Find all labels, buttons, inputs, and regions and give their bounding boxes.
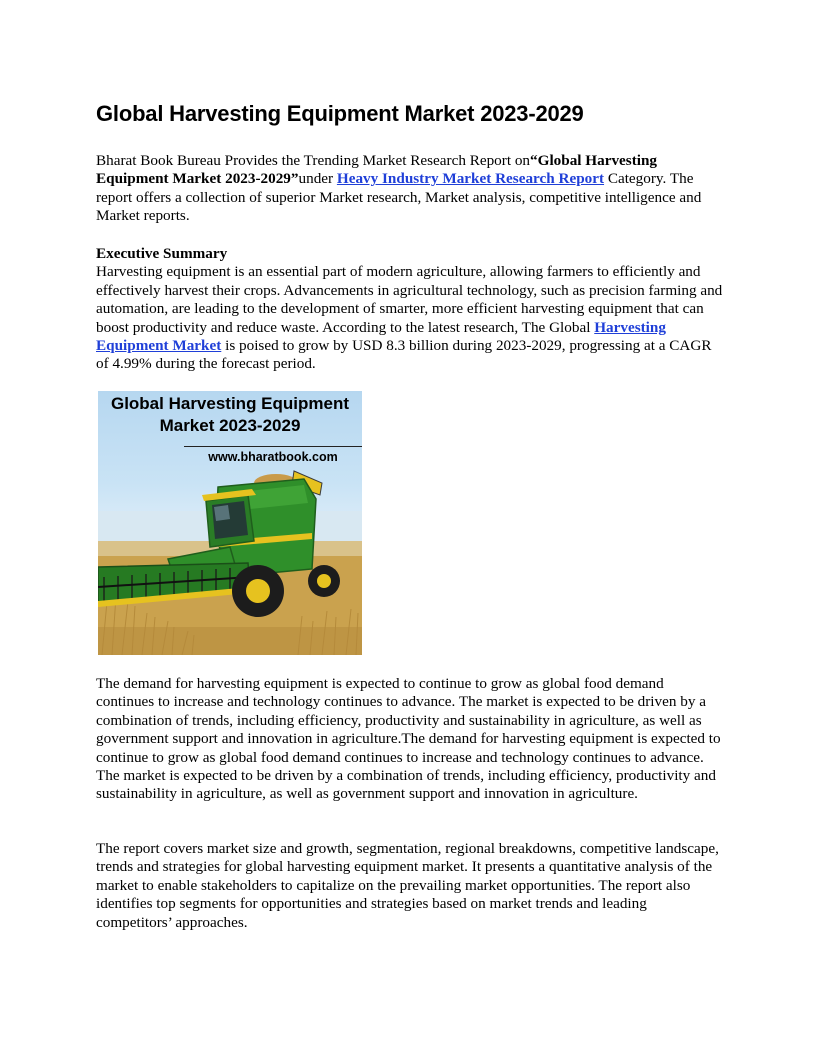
promo-title-line-2: Market 2023-2029 — [159, 416, 301, 435]
executive-summary-heading: Executive Summary — [96, 245, 228, 262]
promo-url: www.bharatbook.com — [208, 450, 338, 464]
promo-image — [98, 391, 362, 655]
page-title: Global Harvesting Equipment Market 2023-2029 — [96, 101, 584, 126]
intro-paragraph — [96, 152, 724, 226]
executive-summary-text-2: is poised to grow by USD 8.3 billion during 2023-2029, progressing at a CAGR of 4.99% during the forecast period. — [96, 337, 712, 373]
heavy-industry-link[interactable]: Heavy Industry Market Research Report — [336, 170, 605, 188]
intro-text-3: Category. The report offers a collection of superior Market research, Market analysis, competitive intelligence and Market reports. — [96, 170, 702, 225]
promo-title — [98, 393, 362, 437]
rear-wheel-hub — [317, 574, 331, 588]
promo-title-line-1: Global Harvesting Equipment — [110, 394, 350, 413]
promo-divider — [184, 446, 362, 447]
executive-summary-text-1: Harvesting equipment is an essential part of modern agriculture, allowing farmers to efficiently and effectively harvest their crops. Advancements in agricultural technology, such as precision farming and automation, are leading to the development of smarter, more efficient harvesting equipment that can boost productivity and reduce waste. According to the latest research, The Global — [96, 263, 723, 336]
report-coverage-paragraph: The report covers market size and growth, segmentation, regional breakdowns, competitive landscape, trends and strategies for global harvesting equipment market. It presents a quantitative analysis of the market to enable stakeholders to capitalize on the prevailing market opportunities. The report also identifies top segments for opportunities and strategies based on market trends and leading competitors’ approaches. — [96, 840, 719, 931]
intro-text-2: under — [298, 170, 337, 188]
report-name: “Global Harvesting Equipment Market 2023-2029” — [96, 152, 658, 188]
demand-paragraph: The demand for harvesting equipment is expected to continue to grow as global food demand continues to increase and technology continues to advance. The market is expected to be driven by a combination of trends, including efficiency, productivity and sustainability in agriculture, as well as government support and innovation in agriculture.The demand for harvesting equipment is expected to continue to grow as global food demand continues to increase and technology continues to advance. The market is expected to be driven by a combination of trends, including efficiency, productivity and sustainability in agriculture, as well as government support and innovation in agriculture. — [96, 675, 721, 803]
executive-summary-section — [96, 245, 724, 374]
cab-window-reflection — [214, 505, 230, 521]
foreground-stubble — [98, 627, 362, 655]
harvesting-equipment-market-link[interactable]: Harvesting Equipment Market — [96, 318, 666, 355]
intro-text-1: Bharat Book Bureau Provides the Trending Market Research Report on — [96, 152, 531, 169]
front-wheel-hub — [246, 579, 270, 603]
